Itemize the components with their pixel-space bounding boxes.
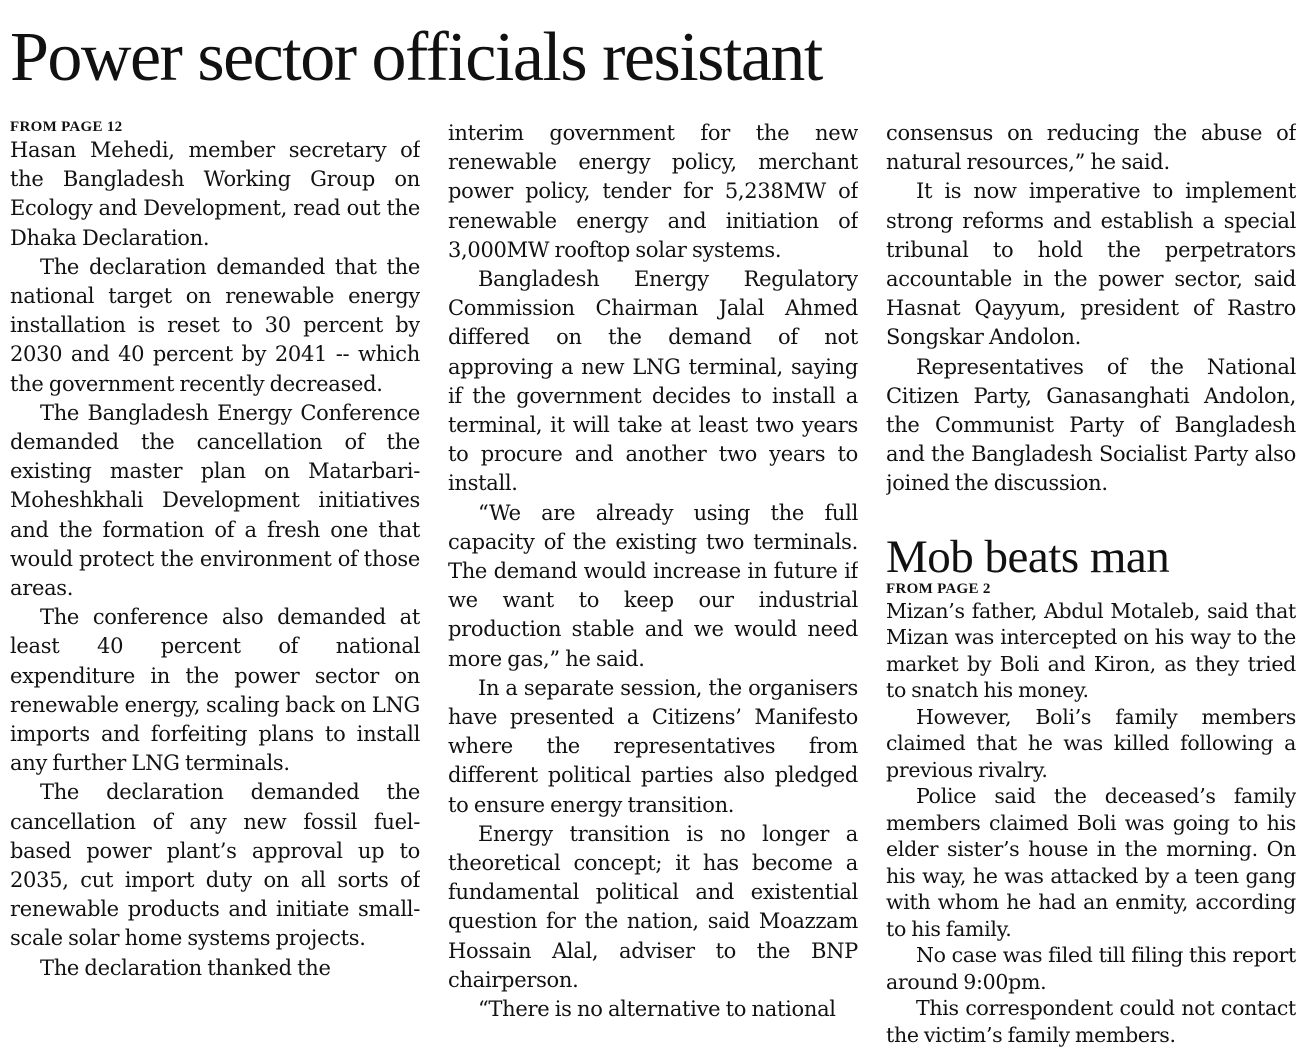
paragraph: It is now imperative to implement strong reforms and establish a special tribunal to hold the perpetrators accountable in the power sector, said Hasnat Qayyum, president of Rastro Songskar Andolon.: [886, 179, 1296, 350]
jump-line: FROM PAGE 2: [886, 580, 991, 597]
paragraph: Police said the deceased’s family members claimed Boli was going to his elder sister’s house in the morning. On his way, he was attacked by a teen gang with whom he had an enmity, according to his family.: [886, 784, 1296, 941]
paragraph: interim government for the new renewable energy policy, merchant power policy, tender for 5,238MW of renewable energy and initiation of 3,000MW rooftop solar systems.: [448, 121, 858, 262]
headline: Power sector officials resistant: [10, 19, 822, 96]
jump-line: FROM PAGE 12: [10, 119, 123, 135]
paragraph: “We are already using the full capacity of the existing two terminals. The demand would increase in future if we want to keep our industrial production stable and we would need more gas,” he said.: [448, 500, 858, 671]
paragraph: In a separate session, the organisers have presented a Citizens’ Manifesto where the representatives from different political parties also pledged to ensure energy transition.: [448, 675, 858, 817]
second-story-headline: Mob beats man: [886, 530, 1170, 583]
paragraph: The declaration thanked the: [40, 955, 331, 980]
paragraph: consensus on reducing the abuse of natural resources,” he said.: [886, 121, 1296, 175]
paragraph: “There is no alternative to national: [478, 997, 836, 1022]
paragraph: The declaration demanded that the national target on renewable energy installation is reset to 30 percent by 2030 and 40 percent by 2041 -- which the government recently decreased.: [10, 254, 420, 396]
article-column-1: [10, 119, 420, 1053]
paragraph: Hasan Mehedi, member secretary of the Bangladesh Working Group on Ecology and Development, read out the Dhaka Declaration.: [10, 138, 420, 250]
paragraph: Energy transition is no longer a theoretical concept; it has become a fundamental political and existential question for the nation, said Moazzam Hossain Alal, adviser to the BNP chairperson.: [448, 821, 858, 992]
article-column-3: [886, 119, 1296, 1053]
paragraph: The conference also demanded at least 40 percent of national expenditure in the power sector on renewable energy, scaling back on LNG imports and forfeiting plans to install any further LNG terminals.: [10, 605, 420, 776]
paragraph: The declaration demanded the cancellation of any new fossil fuel-based power plant’s approval up to 2035, cut import duty on all sorts of renewable products and initiate small-scale solar home systems projects.: [10, 780, 420, 951]
second-story: [886, 530, 1296, 1049]
paragraph: This correspondent could not contact the victim’s family members.: [886, 996, 1296, 1047]
paragraph: Mizan’s father, Abdul Motaleb, said that Mizan was intercepted on his way to the market by Boli and Kiron, as they tried to snatch his money.: [886, 598, 1296, 703]
paragraph: Representatives of the National Citizen Party, Ganasanghati Andolon, the Communist Party of Bangladesh and the Bangladesh Socialist Party also joined the discussion.: [886, 354, 1296, 496]
paragraph: The Bangladesh Energy Conference demanded the cancellation of the existing master plan on Matarbari-Moheshkhali Development initiatives and the formation of a fresh one that would protect the environment of those areas.: [10, 400, 420, 601]
paragraph: Bangladesh Energy Regulatory Commission Chairman Jalal Ahmed differed on the demand of not approving a new LNG terminal, saying if the government decides to install a terminal, it will take at least two years to procure and another two years to install.: [448, 267, 858, 496]
article-column-2: [448, 119, 858, 1053]
paragraph: No case was filed till filing this report around 9:00pm.: [886, 943, 1296, 994]
paragraph: However, Boli’s family members claimed that he was killed following a previous rivalry.: [886, 704, 1296, 782]
